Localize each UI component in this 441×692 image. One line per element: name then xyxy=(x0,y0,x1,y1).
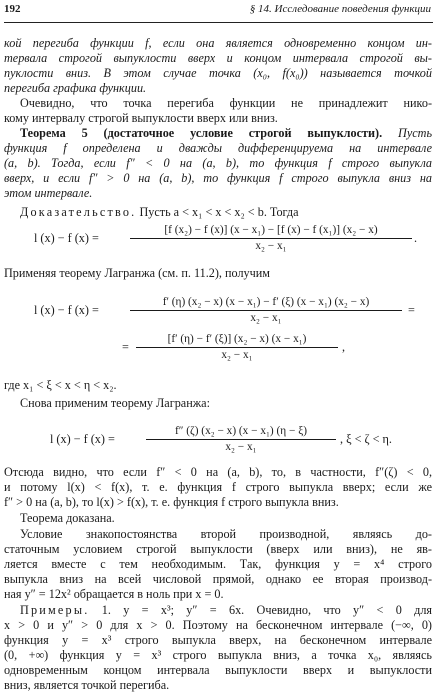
formula-1-denominator: x₂ − x₁ xyxy=(255,240,287,252)
formula-2-lhs: l (x) − f (x) = xyxy=(34,303,99,317)
examples-line-1 xyxy=(4,603,432,618)
theorem-line-1-rest: Пусть xyxy=(398,126,432,140)
formula-4-fraction xyxy=(146,424,336,455)
proof-intro-rest: Пусть a < x₁ < x < x₂ < b. Тогда xyxy=(139,205,299,219)
formula-1-tail: . xyxy=(414,231,418,245)
definition-line-1: кой перегиба функции f, если она является одновременно концом ин- xyxy=(4,36,432,50)
theorem-heading: Теорема 5 (достаточное условие строгой выпуклости). xyxy=(20,126,383,140)
definition-line-4: перегиба графика функции. xyxy=(4,81,147,95)
proof-intro xyxy=(4,205,432,220)
theorem-line-1 xyxy=(4,126,432,141)
examples-line-6: вниз, является точкой перегиба. xyxy=(4,678,170,692)
definition-line-3: пуклости вниз. В этом случае точка (x₀, f(x₀)) называется точкой xyxy=(4,66,432,80)
remark-line-1: Очевидно, что точка перегиба функции не принадлежит нико- xyxy=(20,96,432,110)
note-line-3: ляется вместе с тем необходимым. Так, функция y = x⁴ строго xyxy=(4,557,432,571)
lagrange-line-2: Снова применим теорему Лагранжа: xyxy=(20,396,210,410)
conclusion-line-3: f″ > 0 на (a, b), то l(x) > f(x), т. е. функция f строго выпукла вниз. xyxy=(4,495,339,509)
proof-label: Доказательство. xyxy=(20,205,137,219)
examples-line-1-rest: 1. y = x³; y″ = 6x. Очевидно, что y″ < 0 для xyxy=(101,603,432,617)
note-line-1: Условие знакопостоянства второй производной, являясь до- xyxy=(20,527,432,541)
theorem-line-4: вверх, и если f″ > 0 на (a, b), то функция f строго выпукла вниз на xyxy=(4,171,432,185)
where-line: где x₁ < ξ < x < η < x₂. xyxy=(4,378,117,392)
note-line-5: ная y″ = 12x² обращается в ноль при x = 0. xyxy=(4,587,224,601)
examples-line-2: x > 0 и y″ > 0 для x > 0. Поэтому на бесконечном интервале (−∞, 0) xyxy=(4,618,432,632)
formula-3-numerator: [f′ (η) − f′ (ξ)] (x₂ − x) (x − x₁) xyxy=(167,333,307,345)
examples-line-4: (0, +∞) функция y = x³ строго выпукла вниз, а точка x₀, являясь xyxy=(4,648,432,662)
theorem-line-3: (a, b). Тогда, если f″ < 0 на (a, b), то функция f строго выпукла xyxy=(4,156,432,170)
examples-line-3: функция y = x³ строго выпукла вверх, на бесконечном интервале xyxy=(4,633,432,647)
formula-2-tail: = xyxy=(408,303,415,317)
remark-line-2: кому интервалу строгой выпуклости вверх или вниз. xyxy=(4,111,278,125)
formula-2-denominator: x₂ − x₁ xyxy=(250,312,282,324)
theorem-line-5: этом интервале. xyxy=(4,186,93,200)
formula-4-lhs: l (x) − f (x) = xyxy=(50,432,115,446)
definition-line-2: тервала строгой выпуклости вверх и концом интервала строгой вы- xyxy=(4,51,432,65)
examples-label: Примеры. xyxy=(20,603,90,617)
formula-3-tail: , xyxy=(342,340,346,354)
page-number: 192 xyxy=(4,3,21,15)
formula-4-denominator: x₂ − x₁ xyxy=(225,441,257,453)
formula-2-numerator: f′ (η) (x₂ − x) (x − x₁) − f′ (ξ) (x − x₁) (x₂ − x) xyxy=(162,296,370,308)
lagrange-line-1: Применяя теорему Лагранжа (см. п. 11.2), получим xyxy=(4,266,270,280)
formula-1-lhs: l (x) − f (x) = xyxy=(34,231,99,245)
theorem-proved: Теорема доказана. xyxy=(20,511,115,525)
formula-3-lead: = xyxy=(122,340,129,354)
formula-4-tail: , ξ < ζ < η. xyxy=(340,432,392,446)
section-title: § 14. Исследование поведения функции xyxy=(249,3,431,15)
formula-1-numerator: [f (x₂) − f (x)] (x − x₁) − [f (x) − f (x₁)] (x₂ − x) xyxy=(164,224,378,236)
formula-2-fraction xyxy=(130,295,402,326)
note-line-4: выпукла вниз на всей числовой прямой, однако ее вторая производ- xyxy=(4,572,432,586)
formula-1-fraction xyxy=(130,223,412,254)
note-line-2: статочным условием строгой выпуклости (вверх или вниз), не яв- xyxy=(4,542,432,556)
conclusion-line-1: Отсюда видно, что если f″ < 0 на (a, b), то, в частности, f″(ζ) < 0, xyxy=(4,465,432,479)
examples-line-5: одновременным концом интервала выпуклости вверх и выпуклости xyxy=(4,663,432,677)
theorem-line-2: функция f определена и дважды дифференцируема на интервале xyxy=(4,141,432,155)
formula-3-denominator: x₂ − x₁ xyxy=(221,349,253,361)
running-header xyxy=(4,3,431,19)
formula-3-fraction xyxy=(136,332,338,363)
formula-4-numerator: f″ (ζ) (x₂ − x) (x − x₁) (η − ξ) xyxy=(174,425,307,437)
header-rule xyxy=(4,22,433,23)
conclusion-line-2: и потому l(x) < f(x), т. е. функция f строго выпукла вверх; если же xyxy=(4,480,432,494)
